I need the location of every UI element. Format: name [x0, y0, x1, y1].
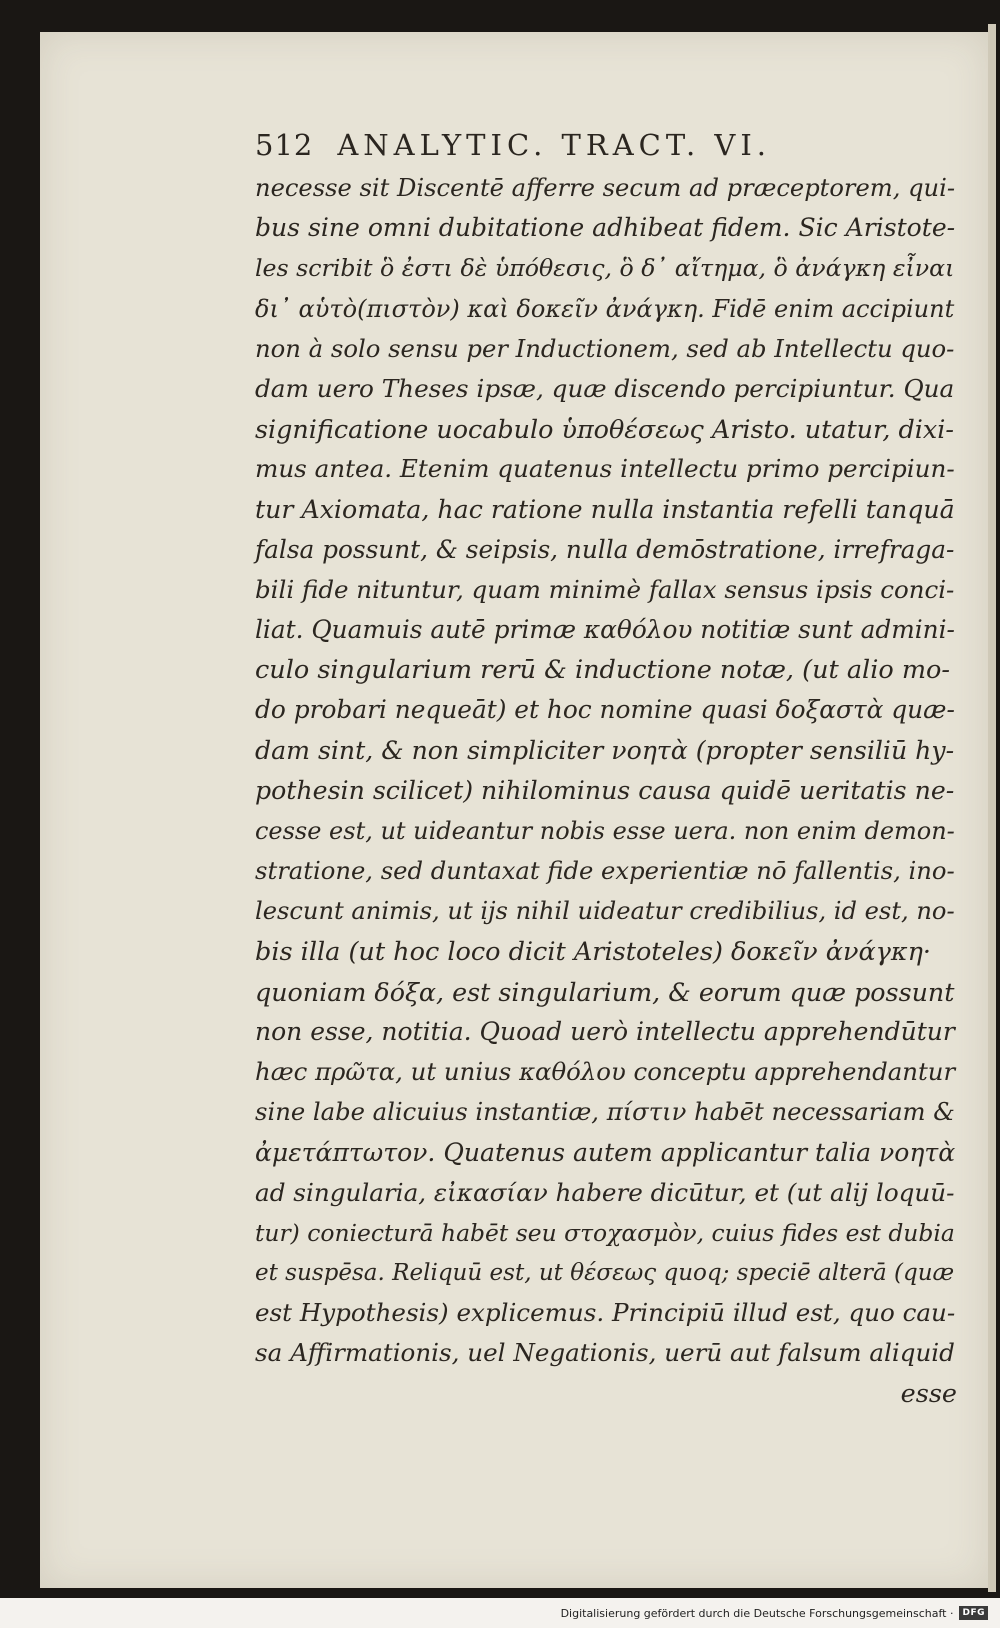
text-line: ad singularia, εἰκασίαν habere dicūtur, et (ut alij loquū- — [255, 1177, 955, 1207]
text-line: les scribit ὃ ἐστι δὲ ὑπόθεσις, ὃ δ᾽ αἴτημα, ὃ ἀνάγκη εἶναι — [255, 254, 955, 283]
digitization-footer — [0, 1598, 1000, 1628]
text-line: pothesin scilicet) nihilominus causa quidē ueritatis ne- — [255, 775, 955, 805]
text-line: non à solo sensu per Inductionem, sed ab Intellectu quo- — [255, 333, 955, 363]
text-line: sine labe alicuius instantiæ, πίστιν habēt necessariam & — [255, 1097, 955, 1127]
running-title: ANALYTIC. TRACT. VI. — [337, 128, 772, 162]
text-line: necesse sit Discentē afferre secum ad præceptorem, qui- — [255, 174, 956, 202]
page-number: 512 — [255, 128, 314, 162]
text-line: lescunt animis, ut ijs nihil uideatur credibilius, id est, no- — [255, 897, 955, 926]
text-line: est Hypothesis) explicemus. Principiū illud est, quo cau- — [255, 1298, 956, 1328]
text-line: non esse, notitia. Quoad uerò intellectu apprehendūtur — [255, 1016, 955, 1046]
text-line: bis illa (ut hoc loco dicit Aristoteles) δοκεῖν ἀνάγκη· — [255, 936, 932, 967]
text-line: tur) coniecturā habēt seu στοχασμὸν, cuius fides est dubia — [255, 1218, 955, 1247]
page-edge — [988, 24, 996, 1592]
text-line: et suspēsa. Reliquū est, ut θέσεως quoq; speciē alterā (quæ — [255, 1260, 955, 1287]
text-line: falsa possunt, & seipsis, nulla demōstratione, irrefraga- — [255, 534, 955, 564]
text-line: δι᾽ αὑτὸ(πιστὸν) καὶ δοκεῖν ἀνάγκη. Fidē enim accipiunt — [255, 294, 955, 323]
text-line: tur Axiomata, hac ratione nulla instantia refelli tanquā — [255, 494, 955, 524]
page-text — [255, 128, 965, 1414]
text-line: liat. Quamuis autē primæ καθόλου notitiæ sunt admini- — [255, 615, 955, 645]
text-line: cesse est, ut uideantur nobis esse uera. non enim demon- — [255, 817, 955, 845]
text-lines — [255, 168, 965, 1374]
text-line: quoniam δόξα, est singularium, & eorum quæ possunt — [255, 976, 955, 1007]
text-line: do probari nequeāt) et hoc nomine quasi δοξαστὰ quæ- — [255, 695, 955, 725]
text-line: stratione, sed duntaxat fide experientiæ nō fallentis, ino- — [255, 856, 955, 886]
text-line: dam sint, & non simpliciter νοητὰ (propter sensiliū hy- — [255, 735, 955, 765]
footer-credit: Digitalisierung gefördert durch die Deutsche Forschungsgemeinschaft · — [560, 1606, 954, 1620]
text-line: ἀμετάπτωτον. Quatenus autem applicantur talia νοητὰ — [255, 1137, 956, 1167]
text-line: bili fide nituntur, quam minimè fallax sensus ipsis conci- — [255, 574, 955, 604]
text-line: significatione uocabulo ὑποθέσεως Aristo. utatur, dixi- — [255, 414, 954, 445]
text-line: mus antea. Etenim quatenus intellectu primo percipiun- — [255, 454, 955, 484]
text-line: dam uero Theses ipsæ, quæ discendo percipiuntur. Qua — [255, 373, 955, 403]
catchword: esse — [900, 1378, 957, 1409]
dfg-logo-icon: DFG — [959, 1606, 988, 1620]
text-line: culo singularium rerū & inductione notæ, (ut alio mo- — [255, 655, 950, 686]
text-line: hæc πρῶτα, ut unius καθόλου conceptu apprehendantur — [255, 1057, 956, 1087]
text-line: bus sine omni dubitatione adhibeat fidem. Sic Aristote- — [255, 213, 956, 243]
text-line: sa Affirmationis, uel Negationis, uerū aut falsum aliquid — [255, 1338, 955, 1368]
running-head — [255, 128, 965, 168]
